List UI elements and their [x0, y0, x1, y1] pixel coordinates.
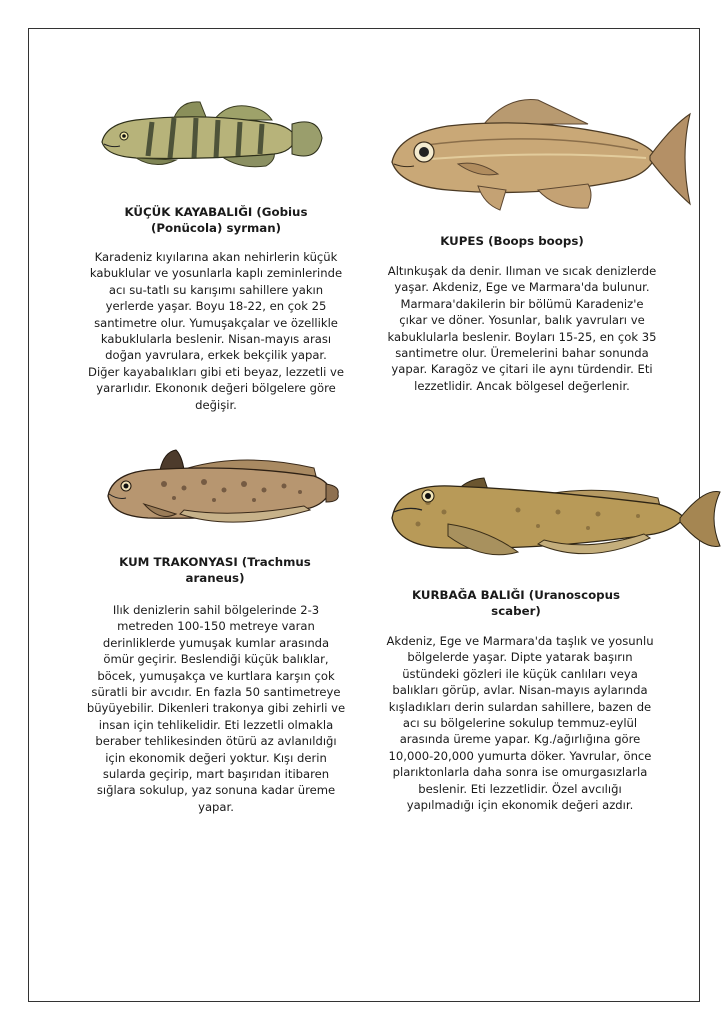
fish-description: Ilık denizlerin sahil bölgelerinde 2-3 metreden 100-150 metreye varan derinliklerde yumuşak kumlar arasında ömür geçirir. Beslendiği küçük balıklar, böcek, yumuşakça ve kurtlara karşın çok süratli bir avcıdır. En fazla 50 santimetreye büyüyebilir. Dikenleri trakonya gibi zehirli ve insan için tehlikelidir. Eti lezzetli olmakla beraber tehlikesinden ötürü az avlanıldığı için ekonomik değeri yoktur. Kışı derin sularda geçirip, mart başırıdan itibaren sığlara sokulup, yaz sonuna kadar üreme yapar.	[86, 603, 346, 814]
fish-title: KUPES (Boops boops)	[440, 234, 584, 248]
weever-fish-illustration	[104, 448, 342, 538]
fish-description: Karadeniz kıyılarına akan nehirlerin küçük kabuklular ve yosunlarla kaplı zeminlerinde acı su-tatlı su karışımı sahillere yakın yerlerde yaşar. Boyu 18-22, en çok 25 santimetre olur. Yumuşakçalar ve özellikle kabuklularla beslenir. Nisan-mayıs arası doğan yavrulara, erkek bekçilik yapar. Diğer kayabalıkları gibi eti beyaz, lezzetli ve yararlıdır. Ekononık değeri bölgelere göre değişir.	[88, 250, 344, 412]
stargazer-fish-illustration	[388, 466, 722, 570]
fish-description: Altınkuşak da denir. Ilıman ve sıcak denizlerde yaşar. Akdeniz, Ege ve Marmara'da bulunur. Marmara'dakilerin bir bölümü Karadeniz'e çıkar ve döner. Yosunlar, balık yavruları ve kabuklularla beslenir. Boyları 15-25, en çok 35 santimetre olur. Üremelerini bahar sonunda yapar. Karagöz ve çitari ile aynı türdendir. Eti lezzetlidir. Ancak bölgesel değerlenir.	[387, 264, 657, 393]
bogue-fish-illustration	[388, 94, 694, 222]
fish-title: KÜÇÜK KAYABALIĞI (Gobius (Ponücola) syrman)	[124, 205, 308, 235]
goby-fish-illustration	[96, 94, 324, 178]
fish-description: Akdeniz, Ege ve Marmara'da taşlık ve yosunlu bölgelerde yaşar. Dipte yatarak başırın üstündeki gözleri ile küçük canlıları veya balıkları görüp, avlar. Nisan-mayıs aylarında kışladıkları derin sulardan sahillere, bazen de acı su bölgelerine sokulup temmuz-eylül arasında üreme yapar. Kg./ağırlığına göre 10,000-20,000 yumurta döker. Yavrular, önce plarıktonlarla daha sonra ise omurgasızlarla beslenir. Eti lezzetlidir. Özel avcılığı yapılmadığı için ekonomik değeri azdır.	[386, 634, 654, 813]
fish-title: KUM TRAKONYASI (Trachmus araneus)	[119, 555, 311, 585]
fish-title: KURBAĞA BALIĞI (Uranoscopus scaber)	[411, 588, 621, 618]
